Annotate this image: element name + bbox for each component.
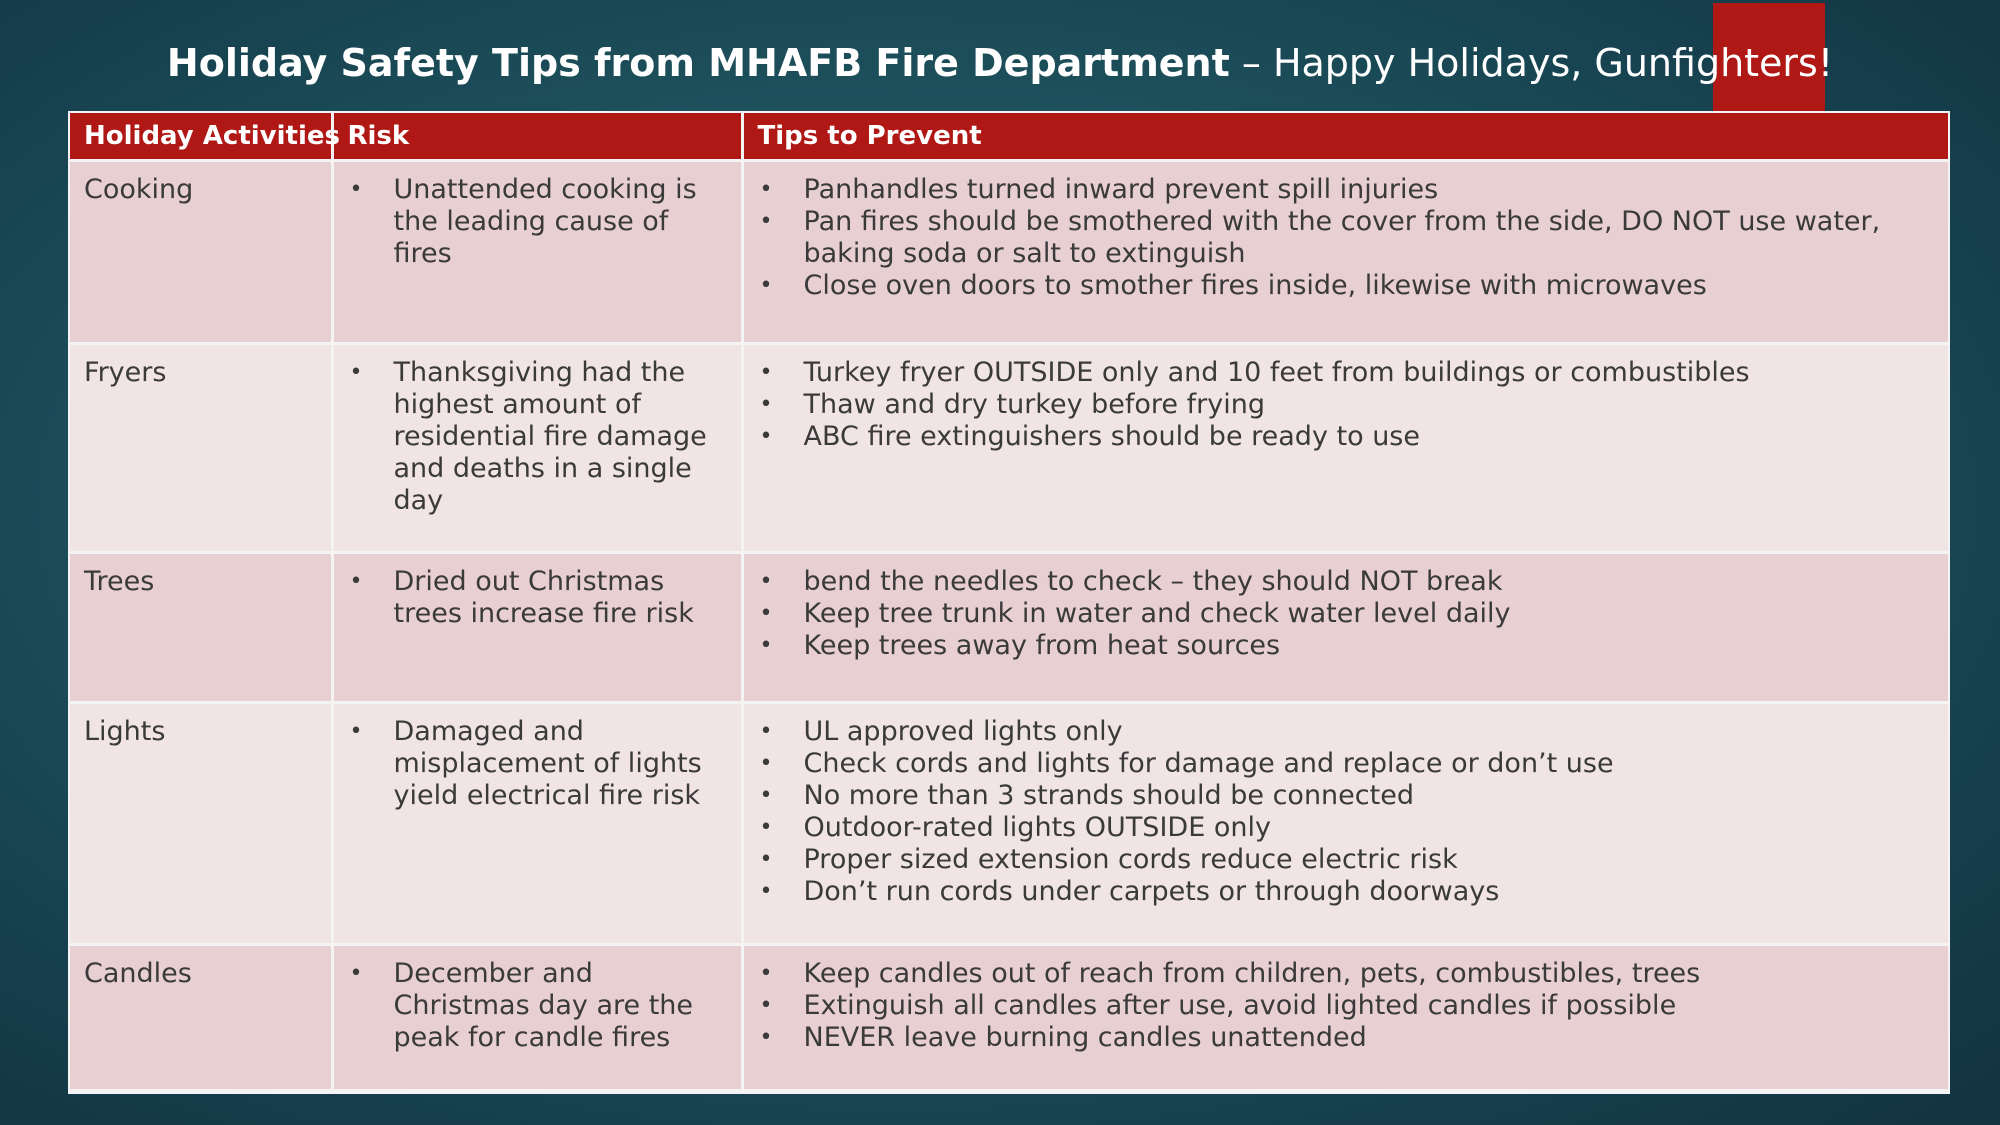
tips-cell: [742, 945, 1948, 1091]
tip-item: • Keep candles out of reach from children, pets, combustibles, trees: [758, 958, 1935, 990]
risk-list: [348, 566, 727, 630]
risk-list: [348, 357, 727, 517]
tip-item: • Proper sized extension cords reduce electric risk: [758, 844, 1935, 876]
risk-list: [348, 716, 727, 812]
risk-cell: [332, 343, 742, 552]
tip-item: • ABC fire extinguishers should be ready to use: [758, 421, 1935, 453]
tip-item: • UL approved lights only: [758, 716, 1935, 748]
tip-item: • Thaw and dry turkey before frying: [758, 389, 1935, 421]
tips-list: [758, 566, 1935, 662]
column-header-tips: Tips to Prevent: [742, 113, 1948, 161]
tips-cell: [742, 552, 1948, 703]
tip-item: • Keep trees away from heat sources: [758, 630, 1935, 662]
activity-cell: Candles: [70, 945, 332, 1091]
tips-list: [758, 716, 1935, 908]
tip-item: • NEVER leave burning candles unattended: [758, 1022, 1935, 1054]
page-title-bold: Holiday Safety Tips from MHAFB Fire Department: [166, 41, 1230, 85]
table-row: [70, 343, 1948, 552]
column-header-risk: Risk: [332, 113, 742, 161]
tip-item: • Extinguish all candles after use, avoid lighted candles if possible: [758, 990, 1935, 1022]
tip-item: • Outdoor-rated lights OUTSIDE only: [758, 812, 1935, 844]
page-title: [0, 38, 2000, 88]
risk-item: • December and Christmas day are the peak for candle fires: [348, 958, 727, 1054]
safety-table: [68, 111, 1950, 1094]
risk-cell: [332, 945, 742, 1091]
activity-cell: Trees: [70, 552, 332, 703]
tip-item: • Don’t run cords under carpets or through doorways: [758, 876, 1935, 908]
risk-cell: [332, 552, 742, 703]
risk-list: [348, 958, 727, 1054]
tip-item: • Keep tree trunk in water and check water level daily: [758, 598, 1935, 630]
tip-item: • No more than 3 strands should be connected: [758, 780, 1935, 812]
tip-item: • Pan fires should be smothered with the cover from the side, DO NOT use water, baking soda or salt to extinguish: [758, 206, 1935, 270]
activity-cell: Lights: [70, 703, 332, 945]
table-row: [70, 703, 1948, 945]
table-body: [70, 161, 1948, 1091]
tips-list: [758, 357, 1935, 453]
tip-item: • Close oven doors to smother fires inside, likewise with microwaves: [758, 270, 1935, 302]
risk-cell: [332, 703, 742, 945]
table-row: [70, 161, 1948, 344]
risk-item: • Thanksgiving had the highest amount of residential fire damage and deaths in a single day: [348, 357, 727, 517]
tips-list: [758, 174, 1935, 302]
tips-cell: [742, 161, 1948, 344]
tip-item: • Check cords and lights for damage and replace or don’t use: [758, 748, 1935, 780]
risk-item: • Dried out Christmas trees increase fire risk: [348, 566, 727, 630]
tip-item: • Turkey fryer OUTSIDE only and 10 feet from buildings or combustibles: [758, 357, 1935, 389]
tip-item: • bend the needles to check – they should NOT break: [758, 566, 1935, 598]
page-title-subtitle: – Happy Holidays, Gunfighters!: [1229, 41, 1834, 85]
table-header-row: [70, 113, 1948, 161]
risk-item: • Damaged and misplacement of lights yield electrical fire risk: [348, 716, 727, 812]
activity-cell: Cooking: [70, 161, 332, 344]
risk-cell: [332, 161, 742, 344]
risk-list: [348, 174, 727, 270]
tips-list: [758, 958, 1935, 1054]
tips-cell: [742, 343, 1948, 552]
activity-cell: Fryers: [70, 343, 332, 552]
table-row: [70, 945, 1948, 1091]
column-header-activities: Holiday Activities: [70, 113, 332, 161]
tip-item: • Panhandles turned inward prevent spill injuries: [758, 174, 1935, 206]
risk-item: • Unattended cooking is the leading cause of fires: [348, 174, 727, 270]
tips-cell: [742, 703, 1948, 945]
table-row: [70, 552, 1948, 703]
